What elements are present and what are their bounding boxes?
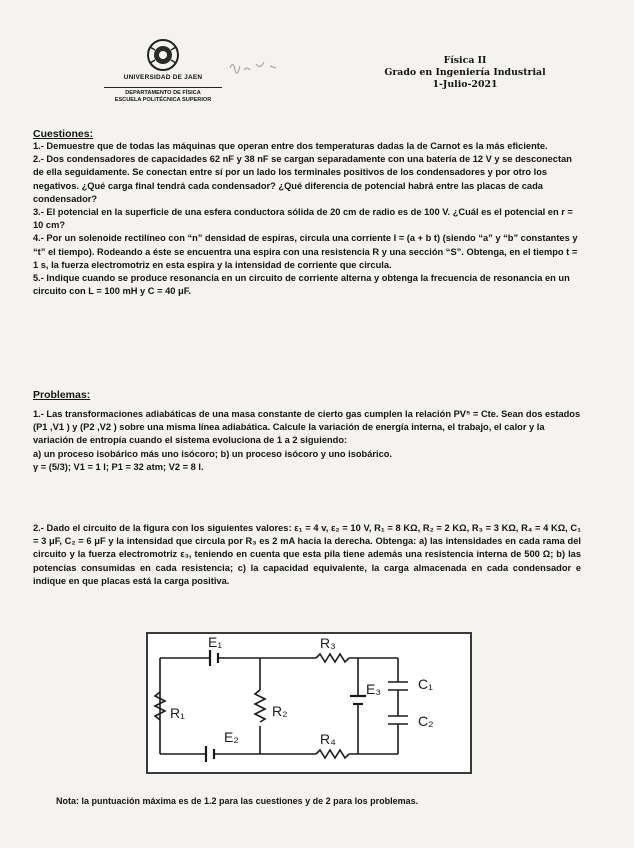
exam-date: 1-Julio-2021 <box>432 79 498 90</box>
circuit-figure <box>146 632 472 774</box>
header-divider <box>104 87 222 88</box>
problema-1 <box>33 408 581 474</box>
label-r4: R₄ <box>320 731 336 747</box>
problema-1-data: γ = (5/3); V1 = 1 l; P1 = 32 atm; V2 = 8 l. <box>33 461 204 472</box>
circuit-diagram <box>148 634 466 768</box>
pencil-scribble <box>228 56 288 78</box>
problemas-title: Problemas: <box>33 389 91 401</box>
footer-note: Nota: la puntuación máxima es de 1.2 para las cuestiones y de 2 para los problemas. <box>56 796 419 806</box>
label-r3: R₃ <box>320 635 336 651</box>
degree-title: Grado en Ingeniería Industrial <box>384 67 546 78</box>
department-line-1: DEPARTAMENTO DE FÍSICA <box>125 90 201 96</box>
cuestiones-list <box>33 140 581 298</box>
problema-1-statement: 1.- Las transformaciones adiabáticas de una masa constante de cierto gas cumplen la relación PV⁵ = Cte. Sean dos estados (P1 ,V1 ) y (P2 ,V2 ) sobre una misma línea adiabática. Calcule la variación de energía interna, el trabajo, el calor y la variación de entropía cuando el sistema evoluciona de 1 a 2 siguiendo: <box>33 409 581 446</box>
problema-1-options: a) un proceso isobárico más uno isócoro; b) un proceso isócoro y uno isobárico. <box>33 448 393 459</box>
problema-2 <box>33 522 581 588</box>
cuestion-4: 4.- Por un solenoide rectilíneo con “n” densidad de espiras, circula una corriente I = (a + b t) (siendo “a” y “b” constantes y “t” el tiempo). Rodeando a éste se encuentra una espira con una resistencia R y una sección “S”. Obtenga, en el tiempo t = 1 s, la fuerza electromotriz en esta espira y la intensidad de corriente que circula. <box>33 233 578 270</box>
label-c2: C₂ <box>418 713 434 729</box>
cuestion-1: 1.- Demuestre que de todas las máquinas que operan entre dos temperaturas dadas la de Carnot es la más eficiente. <box>33 141 548 151</box>
label-e3: E₃ <box>366 681 382 697</box>
cuestion-2: 2.- Dos condensadores de capacidades 62 nF y 38 nF se cargan separadamente con una batería de 12 V y se desconectan de ella seguidamente. Se conectan entre sí por un lado los terminales positivos de los condensadores y por otro los negativos. ¿Qué carga final tendrá cada condensador? ¿Qué diferencia de potencial habrá entre las placas de cada condensador? <box>33 154 572 204</box>
cuestiones-title: Cuestiones: <box>33 128 94 140</box>
course-header <box>370 55 560 91</box>
label-r1: R₁ <box>170 705 185 721</box>
department-line-2: ESCUELA POLITÉCNICA SUPERIOR <box>114 97 212 103</box>
university-seal-icon <box>144 38 182 72</box>
cuestion-5: 5.- Indique cuando se produce resonancia en un circuito de corriente alterna y obtenga la frecuencia de resonancia en un circuito con L = 100 mH y C = 40 μF. <box>33 273 570 297</box>
problema-2-statement: 2.- Dado el circuito de la figura con los siguientes valores: ε₁ = 4 v, ε₂ = 10 V, R₁ = 8 KΩ, R₂ = 2 KΩ, R₃ = 3 KΩ, R₄ = 4 KΩ, C₁ = 3 μF, C₂ = 6 μF y la intensidad que circula por R₃ es 2 mA hacia la derecha. Obtenga: a) las intensidades en cada rama del circuito y la fuerza electromotriz ε₃, teniendo en cuenta que esta pila tiene además una resistencia interna de 500 Ω; b) las potencias consumidas en cada resistencia; c) la capacidad equivalente, la carga almacenada en cada condensador e indique en que placas está la carga positiva. <box>33 523 581 586</box>
label-e1: E₁ <box>208 634 223 650</box>
label-c1: C₁ <box>418 676 433 692</box>
cuestion-3: 3.- El potencial en la superficie de una esfera conductora sólida de 20 cm de radio es de 100 V. ¿Cuál es el potencial en r = 10 cm? <box>33 207 573 231</box>
label-r2: R₂ <box>272 703 288 719</box>
university-header <box>98 38 228 104</box>
course-title: Física II <box>443 55 487 66</box>
university-name: UNIVERSIDAD DE JAEN <box>123 74 203 81</box>
label-e2: E₂ <box>224 729 239 745</box>
